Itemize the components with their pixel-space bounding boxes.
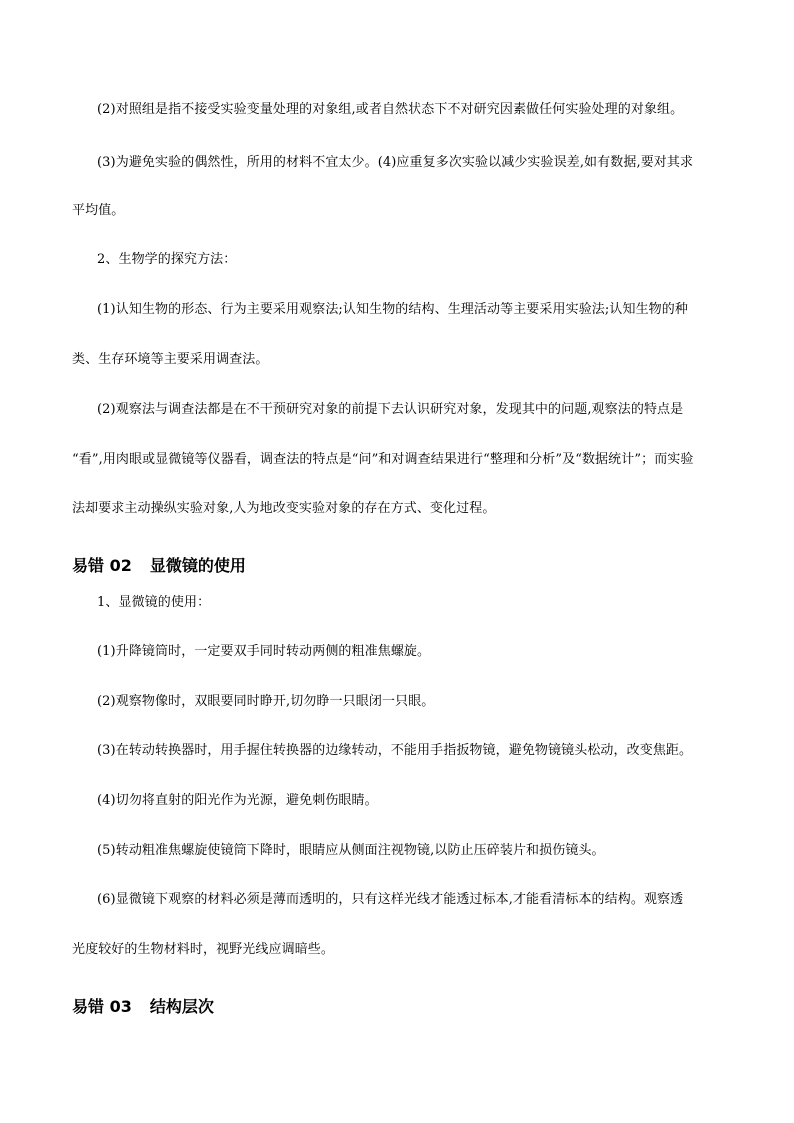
section-title: 结构层次 [149, 997, 214, 1016]
paragraph-control-group: (2)对照组是指不接受实验变量处理的对象组,或者自然状态下不对研究因素做任何实验处理的对象组。 [97, 102, 684, 117]
list-item-6-line2: 光度较好的生物材料时，视野光线应调暗些。 [72, 942, 335, 957]
list-item-6-line1: (6)显微镜下观察的材料必须是薄而透明的，只有这样光线才能透过标本,才能看清标本的结构。观察透 [97, 892, 684, 907]
paragraph-methods-line2: 类、生存环境等主要采用调查法。 [72, 352, 269, 367]
list-item: (5)转动粗准焦螺旋使镜筒下降时，眼睛应从侧面注视物镜,以防止压碎装片和损伤镜头。 [97, 843, 605, 858]
paragraph-observation-line3: 法却要求主动操纵实验对象,人为地改变实验对象的存在方式、变化过程。 [72, 501, 496, 516]
paragraph-inquiry-methods-heading: 2、生物学的探究方法： [97, 252, 237, 267]
paragraph-avoid-chance-line1: (3)为避免实验的偶然性，所用的材料不宜太少。(4)应重复多次实验以减少实验误差,如有数据,要对其求 [97, 155, 694, 170]
paragraph-avoid-chance-line2: 平均值。 [72, 203, 125, 218]
list-item: (3)在转动转换器时，用手握住转换器的边缘转动，不能用手指扳物镜，避免物镜镜头松动，改变焦距。 [97, 743, 693, 758]
microscope-intro: 1、显微镜的使用： [97, 595, 211, 610]
section-title: 显微镜的使用 [149, 556, 246, 575]
list-item: (1)升降镜筒时，一定要双手同时转动两侧的粗准焦螺旋。 [97, 644, 431, 659]
list-item: (4)切勿将直射的阳光作为光源，避免刺伤眼睛。 [97, 793, 378, 808]
section-tag: 易错 02 [72, 556, 132, 575]
paragraph-methods-line1: (1)认知生物的形态、行为主要采用观察法;认知生物的结构、生理活动等主要采用实验法;认知生物的种 [97, 302, 688, 317]
section-tag: 易错 03 [72, 997, 132, 1016]
section-heading-structure-levels [72, 997, 214, 1017]
section-heading-microscope [72, 556, 246, 576]
list-item: (2)观察物像时，双眼要同时睁开,切勿睁一只眼闭一只眼。 [97, 694, 435, 709]
paragraph-observation-line2: “看”,用肉眼或显微镜等仪器看，调查法的特点是“问”和对调查结果进行“整理和分析”及“数据统计”；而实验 [72, 452, 694, 467]
paragraph-observation-line1: (2)观察法与调查法都是在不干预研究对象的前提下去认识研究对象，发现其中的问题,观察法的特点是 [97, 402, 684, 417]
